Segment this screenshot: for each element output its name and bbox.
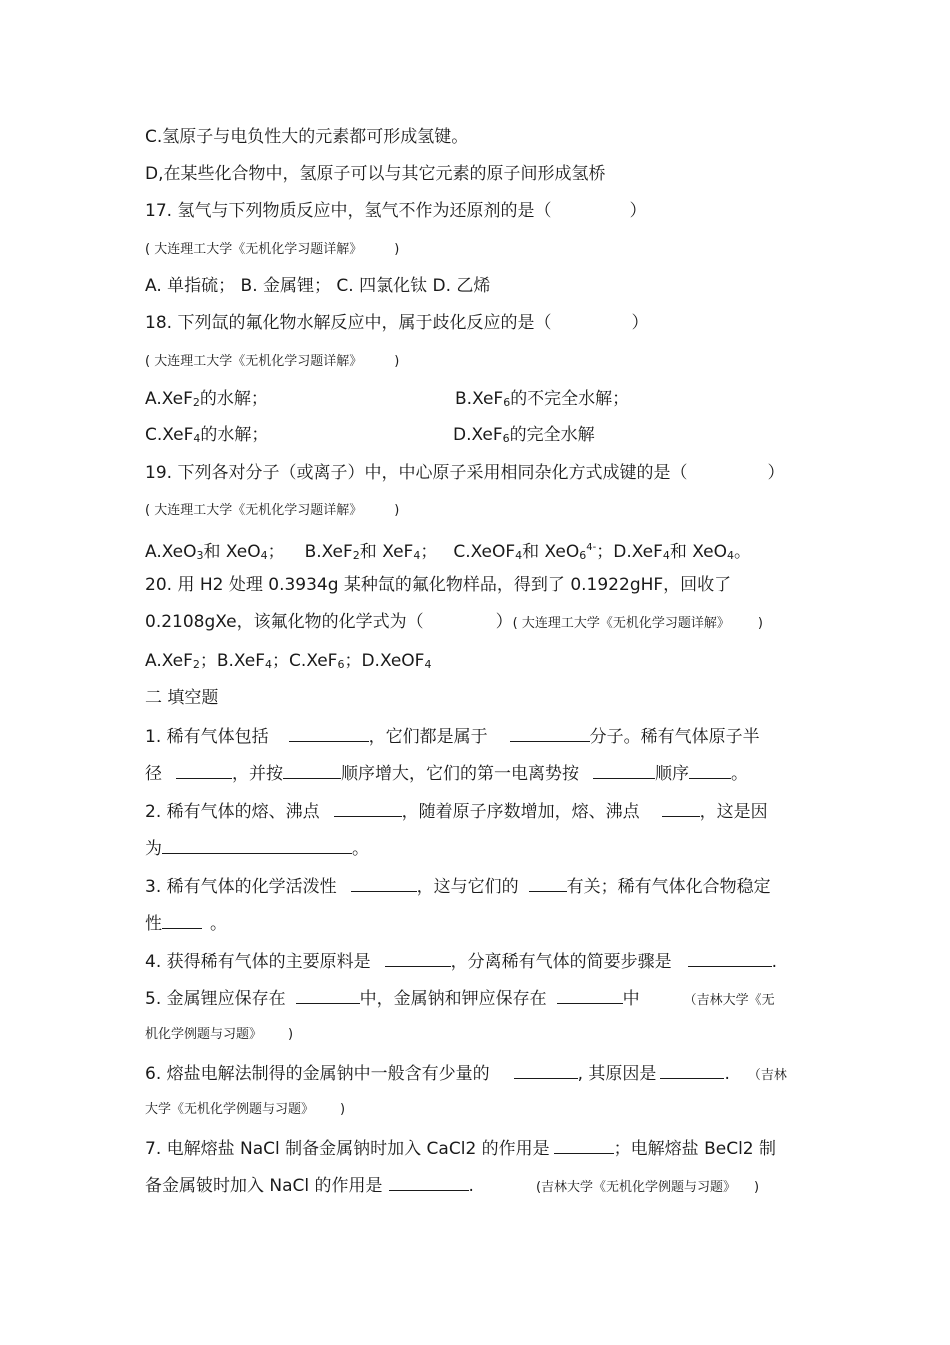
blank xyxy=(557,987,623,1004)
q19-option-b: B.XeF$_2$和 XeF$_4$； xyxy=(304,542,438,562)
blank xyxy=(296,987,360,1004)
q18-options-row2 xyxy=(145,424,810,450)
fill-3-line1: 3. 稀有气体的化学活泼性 ，这与它们的 有关；稀有气体化合物稳定 xyxy=(145,877,771,897)
question-20-line1: 20. 用 H2 处理 0.3934g 某种氙的氟化物样品，得到了 0.1922gHF，回收了 xyxy=(145,575,732,595)
blank xyxy=(660,1062,724,1079)
blank xyxy=(385,950,451,967)
source-close: ) xyxy=(394,503,400,518)
q20-paren: ） xyxy=(495,612,513,632)
question-20-line2 xyxy=(145,611,810,635)
fill-7-line1: 7. 电解熔盐 NaCl 制备金属钠时加入 CaCl2 的作用是 ；电解熔盐 BeCl2 制 xyxy=(145,1139,777,1159)
blank xyxy=(688,950,772,967)
q19-option-d: D.XeF$_4$和 XeO$_4$。 xyxy=(613,542,751,562)
source-close: ) xyxy=(394,242,400,257)
fill-1-line1: 1. 稀有气体包括 ，它们都是属于 分子。稀有气体原子半 xyxy=(145,727,760,747)
blank xyxy=(554,1137,614,1154)
fill-3-line2: 性 。 xyxy=(145,914,227,934)
q18-source xyxy=(145,351,810,373)
q17-options: A. 单指硫； B. 金属锂； C. 四氯化钛 D. 乙烯 xyxy=(145,276,491,296)
source-text: ( 大连理工大学《无机化学习题详解》 xyxy=(145,503,363,518)
q20-source: ( 大连理工大学《无机化学习题详解》 ) xyxy=(512,616,763,631)
q19-option-a: A.XeO$_3$和 XeO$_4$； xyxy=(145,542,285,562)
q18-paren: ） xyxy=(631,313,649,333)
fill-5-line1: 5. 金属锂应保存在 中，金属钠和钾应保存在 中 （吉林大学《无 xyxy=(145,989,775,1009)
blank xyxy=(162,837,352,854)
q17-stem: 17. 氢气与下列物质反应中，氢气不作为还原剂的是（ xyxy=(145,201,552,221)
q18-options-row1 xyxy=(145,388,810,414)
fill-6-source: 大学《无机化学例题与习题》 ) xyxy=(145,1102,346,1117)
q17-source xyxy=(145,239,810,261)
q18-option-b: B.XeF$_6$的不完全水解； xyxy=(455,389,630,409)
q18-option-a: A.XeF$_2$的水解； xyxy=(145,389,268,409)
question-19 xyxy=(145,462,810,484)
q17-paren: ） xyxy=(629,201,647,221)
source-text: ( 大连理工大学《无机化学习题详解》 xyxy=(145,242,363,257)
q18-stem: 18. 下列氙的氟化物水解反应中，属于歧化反应的是（ xyxy=(145,313,552,333)
fill-4: 4. 获得稀有气体的主要原料是 ，分离稀有气体的简要步骤是 . xyxy=(145,952,778,972)
fill-5-source: 机化学例题与习题》 ) xyxy=(145,1027,294,1042)
blank xyxy=(529,875,567,892)
q19-paren: ） xyxy=(767,463,785,483)
blank xyxy=(283,762,341,779)
fill-2-line1: 2. 稀有气体的熔、沸点 ，随着原子序数增加，熔、沸点 ，这是因 xyxy=(145,802,768,822)
blank xyxy=(514,1062,578,1079)
source-close: ) xyxy=(394,354,400,369)
blank xyxy=(389,1174,469,1191)
section-heading: 二 填空题 xyxy=(145,688,219,708)
fill-7-line2: 备金属铍时加入 NaCl 的作用是 . (吉林大学《无机化学例题与习题》 ) xyxy=(145,1176,760,1196)
fill-1-line2: 径 ，并按 顺序增大，它们的第一电离势按 顺序 。 xyxy=(145,764,748,784)
q16-option-c: C.氢原子与电负性大的元素都可形成氢键。 xyxy=(145,127,469,147)
q18-option-d: D.XeF$_6$的完全水解 xyxy=(453,425,595,445)
q19-stem: 19. 下列各对分子（或离子）中，中心原子采用相同杂化方式成键的是（ xyxy=(145,463,688,483)
blank xyxy=(593,762,655,779)
blank xyxy=(351,875,417,892)
q19-options xyxy=(145,537,810,567)
q19-source xyxy=(145,500,810,522)
blank xyxy=(689,762,731,779)
blank xyxy=(176,762,232,779)
blank xyxy=(289,725,369,742)
question-17 xyxy=(145,200,810,222)
fill-6-line1: 6. 熔盐电解法制得的金属钠中一般含有少量的 , 其原因是 . （吉林 xyxy=(145,1064,787,1084)
blank xyxy=(162,912,202,929)
source-text: ( 大连理工大学《无机化学习题详解》 xyxy=(145,354,363,369)
q20-stem: 0.2108gXe，该氟化物的化学式为（ xyxy=(145,612,424,632)
question-18 xyxy=(145,312,810,334)
fill-7-source: (吉林大学《无机化学例题与习题》 ) xyxy=(535,1180,760,1195)
fill-2-line2: 为 。 xyxy=(145,839,369,859)
q20-options: A.XeF$_2$；B.XeF$_4$；C.XeF$_6$；D.XeOF$_4$ xyxy=(145,651,432,671)
q18-option-c: C.XeF$_4$的水解； xyxy=(145,425,269,445)
q16-option-d: D,在某些化合物中，氢原子可以与其它元素的原子间形成氢桥 xyxy=(145,164,606,184)
blank xyxy=(510,725,590,742)
blank xyxy=(334,800,402,817)
q19-option-c: C.XeOF$_4$和 XeO$_6^{4-}$； xyxy=(453,542,614,562)
blank xyxy=(662,800,700,817)
